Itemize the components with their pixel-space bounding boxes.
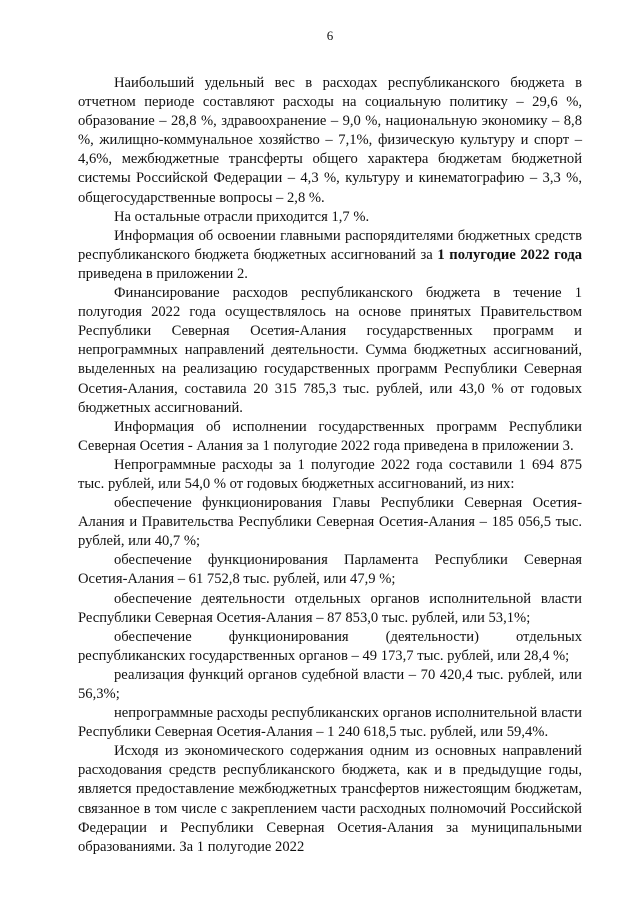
list-item-judicial: реализация функций органов судебной власти – 70 420,4 тыс. рублей, или 56,3%; [78,666,582,702]
paragraph-expense-structure: Наибольший удельный вес в расходах республиканского бюджета в отчетном периоде составляют расходы на социальную политику – 29,6 %, образование – 28,8 %, здравоохранение – 9,0 %, национальную экономику – 8,8 %, жилищно-коммунальное хозяйство – 7,1%, физическую культуру и спорт – 4,6%, межбюджетные трансферты общего характера бюджетам бюджетной системы Российской Федерации – 4,3 %, культуру и кинематографию – 3,3 %, общегосударственные вопросы – 2,8 %. [78,75,582,206]
page-number: 6 [326,28,334,43]
list-item-state-bodies: обеспечение функционирования (деятельности) отдельных республиканских государственных органов – 49 173,7 тыс. рублей, или 28,4 %; [78,628,582,664]
paragraph-appendix-2 [78,227,582,284]
list-item-parliament: обеспечение функционирования Парламента Республики Северная Осетия-Алания – 61 752,8 тыс. рублей, или 47,9 %; [78,552,582,588]
paragraph-appendix-2-text-c: приведена в приложении 2. [78,265,248,282]
paragraph-other-sectors: На остальные отрасли приходится 1,7 %. [114,208,370,225]
list-item-head-government: обеспечение функционирования Главы Республики Северная Осетия-Алания и Правительства Республики Северная Осетия-Алания – 185 056,5 тыс. рублей, или 40,7 %; [78,495,582,550]
paragraph-financing: Финансирование расходов республиканского бюджета в течение 1 полугодия 2022 года осуществлялось на основе принятых Правительством Республики Северная Осетия-Алания государственных программ и непрограммных направлений деятельности. Сумма бюджетных ассигнований, выделенных на реализацию государственных программ Республики Северная Осетия-Алания, составила 20 315 785,3 тыс. рублей, или 43,0 % от годовых бюджетных ассигнований. [78,285,582,416]
document-body [78,74,582,857]
paragraph-nonprogram-expenses: Непрограммные расходы за 1 полугодие 2022 года составили 1 694 875 тыс. рублей, или 54,0 % от годовых бюджетных ассигнований, из них: [78,456,582,492]
paragraph-appendix-2-bold: 1 полугодие 2022 года [437,246,582,263]
paragraph-appendix-3: Информация об исполнении государственных программ Республики Северная Осетия - Алания за 1 полугодие 2022 года приведена в приложении 3. [78,418,582,454]
paragraph-appendix-2-text-a: Информация об освоении главными распорядителями бюджетных средств республиканского бюджета бюджетных ассигнований за [78,227,582,263]
list-item-nonprogram-executive: непрограммные расходы республиканских органов исполнительной власти Республики Северная Осетия-Алания – 1 240 618,5 тыс. рублей, или 59,4%. [78,705,582,741]
paragraph-intergovernmental-transfers: Исходя из экономического содержания одним из основных направлений расходования средств республиканского бюджета, как и в предыдущие годы, является предоставление межбюджетных трансфертов нижестоящим бюджетам, связанное в том числе с закреплением части расходных полномочий Российской Федерации и Республики Северная Осетия-Алания за муниципальными образованиями. За 1 полугодие 2022 [78,743,582,855]
list-item-executive-bodies: обеспечение деятельности отдельных органов исполнительной власти Республики Северная Осетия-Алания – 87 853,0 тыс. рублей, или 53,1%; [78,590,582,626]
